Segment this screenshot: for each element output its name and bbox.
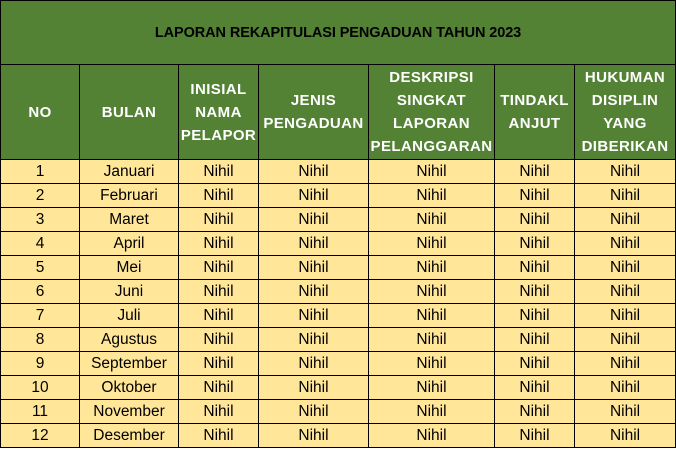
no-cell[interactable]: 2 bbox=[1, 184, 80, 208]
table-row bbox=[1, 376, 676, 400]
header-inisial-nama-pelapor[interactable] bbox=[179, 65, 259, 160]
no-cell[interactable]: 8 bbox=[1, 328, 80, 352]
title-row bbox=[1, 1, 676, 65]
hukuman-cell[interactable]: Nihil bbox=[575, 232, 676, 256]
inisial-cell[interactable]: Nihil bbox=[179, 232, 259, 256]
header-no[interactable] bbox=[1, 65, 80, 160]
jenis-cell[interactable]: Nihil bbox=[259, 376, 369, 400]
hukuman-cell[interactable]: Nihil bbox=[575, 184, 676, 208]
no-cell[interactable]: 5 bbox=[1, 256, 80, 280]
inisial-cell[interactable]: Nihil bbox=[179, 280, 259, 304]
tindaklanjut-cell[interactable]: Nihil bbox=[495, 328, 575, 352]
header-jenis-pengaduan[interactable] bbox=[259, 65, 369, 160]
inisial-cell[interactable]: Nihil bbox=[179, 184, 259, 208]
inisial-cell[interactable]: Nihil bbox=[179, 256, 259, 280]
bulan-cell[interactable]: November bbox=[80, 400, 179, 424]
deskripsi-cell[interactable]: Nihil bbox=[369, 232, 495, 256]
jenis-cell[interactable]: Nihil bbox=[259, 400, 369, 424]
deskripsi-cell[interactable]: Nihil bbox=[369, 424, 495, 448]
header-line: INISIAL bbox=[190, 80, 247, 98]
header-line: PELAPOR bbox=[180, 126, 257, 144]
hukuman-cell[interactable]: Nihil bbox=[575, 352, 676, 376]
inisial-cell[interactable]: Nihil bbox=[179, 352, 259, 376]
jenis-cell[interactable]: Nihil bbox=[259, 352, 369, 376]
no-cell[interactable]: 7 bbox=[1, 304, 80, 328]
no-cell[interactable]: 11 bbox=[1, 400, 80, 424]
table-row bbox=[1, 352, 676, 376]
inisial-cell[interactable]: Nihil bbox=[179, 376, 259, 400]
no-cell[interactable]: 4 bbox=[1, 232, 80, 256]
bulan-cell[interactable]: Juli bbox=[80, 304, 179, 328]
bulan-cell[interactable]: Februari bbox=[80, 184, 179, 208]
tindaklanjut-cell[interactable]: Nihil bbox=[495, 160, 575, 184]
no-cell[interactable]: 6 bbox=[1, 280, 80, 304]
tindaklanjut-cell[interactable]: Nihil bbox=[495, 376, 575, 400]
bulan-cell[interactable]: Oktober bbox=[80, 376, 179, 400]
bulan-cell[interactable]: April bbox=[80, 232, 179, 256]
table-row bbox=[1, 184, 676, 208]
header-line: TINDAKL bbox=[500, 92, 569, 109]
tindaklanjut-cell[interactable]: Nihil bbox=[495, 232, 575, 256]
deskripsi-cell[interactable]: Nihil bbox=[369, 328, 495, 352]
bulan-cell[interactable]: September bbox=[80, 352, 179, 376]
no-cell[interactable]: 10 bbox=[1, 376, 80, 400]
tindaklanjut-cell[interactable]: Nihil bbox=[495, 208, 575, 232]
inisial-cell[interactable]: Nihil bbox=[179, 160, 259, 184]
deskripsi-cell[interactable]: Nihil bbox=[369, 400, 495, 424]
tindaklanjut-cell[interactable]: Nihil bbox=[495, 400, 575, 424]
table-row bbox=[1, 232, 676, 256]
inisial-cell[interactable]: Nihil bbox=[179, 208, 259, 232]
table-row bbox=[1, 208, 676, 232]
deskripsi-cell[interactable]: Nihil bbox=[369, 280, 495, 304]
tindaklanjut-cell[interactable]: Nihil bbox=[495, 304, 575, 328]
jenis-cell[interactable]: Nihil bbox=[259, 184, 369, 208]
bulan-cell[interactable]: Juni bbox=[80, 280, 179, 304]
table-body bbox=[1, 160, 676, 448]
no-cell[interactable]: 3 bbox=[1, 208, 80, 232]
deskripsi-cell[interactable]: Nihil bbox=[369, 208, 495, 232]
header-line: PENGADUAN bbox=[263, 115, 364, 132]
header-line: PELANGGARAN bbox=[370, 138, 493, 155]
hukuman-cell[interactable]: Nihil bbox=[575, 256, 676, 280]
header-hukuman-disiplin-yang-diberikan[interactable] bbox=[575, 65, 676, 160]
no-cell[interactable]: 9 bbox=[1, 352, 80, 376]
table-row bbox=[1, 304, 676, 328]
header-line: NO bbox=[28, 103, 52, 121]
jenis-cell[interactable]: Nihil bbox=[259, 304, 369, 328]
tindaklanjut-cell[interactable]: Nihil bbox=[495, 256, 575, 280]
inisial-cell[interactable]: Nihil bbox=[179, 400, 259, 424]
table-row bbox=[1, 160, 676, 184]
header-row bbox=[1, 65, 676, 160]
hukuman-cell[interactable]: Nihil bbox=[575, 304, 676, 328]
tindaklanjut-cell[interactable]: Nihil bbox=[495, 352, 575, 376]
hukuman-cell[interactable]: Nihil bbox=[575, 160, 676, 184]
header-line: SINGKAT bbox=[396, 92, 467, 109]
hukuman-cell[interactable]: Nihil bbox=[575, 280, 676, 304]
hukuman-cell[interactable]: Nihil bbox=[575, 424, 676, 448]
inisial-cell[interactable]: Nihil bbox=[179, 304, 259, 328]
tindaklanjut-cell[interactable]: Nihil bbox=[495, 184, 575, 208]
inisial-cell[interactable]: Nihil bbox=[179, 328, 259, 352]
jenis-cell[interactable]: Nihil bbox=[259, 160, 369, 184]
bulan-cell[interactable]: Desember bbox=[80, 424, 179, 448]
report-title[interactable]: LAPORAN REKAPITULASI PENGADUAN TAHUN 2023 bbox=[1, 1, 676, 65]
header-line: YANG bbox=[603, 115, 647, 132]
deskripsi-cell[interactable]: Nihil bbox=[369, 184, 495, 208]
table-row bbox=[1, 256, 676, 280]
table-row bbox=[1, 400, 676, 424]
deskripsi-cell[interactable]: Nihil bbox=[369, 256, 495, 280]
hukuman-cell[interactable]: Nihil bbox=[575, 208, 676, 232]
hukuman-cell[interactable]: Nihil bbox=[575, 400, 676, 424]
jenis-cell[interactable]: Nihil bbox=[259, 424, 369, 448]
header-line: BULAN bbox=[101, 103, 157, 121]
jenis-cell[interactable]: Nihil bbox=[259, 328, 369, 352]
header-bulan[interactable] bbox=[80, 65, 179, 160]
header-line: ANJUT bbox=[508, 115, 561, 132]
deskripsi-cell[interactable]: Nihil bbox=[369, 352, 495, 376]
header-line: NAMA bbox=[195, 103, 242, 121]
bulan-cell[interactable]: Mei bbox=[80, 256, 179, 280]
no-cell[interactable]: 1 bbox=[1, 160, 80, 184]
jenis-cell[interactable]: Nihil bbox=[259, 280, 369, 304]
bulan-cell[interactable]: Januari bbox=[80, 160, 179, 184]
header-line: DESKRIPSI bbox=[389, 69, 474, 86]
no-cell[interactable]: 12 bbox=[1, 424, 80, 448]
header-deskripsi-singkat-laporan-pelanggaran[interactable] bbox=[369, 65, 495, 160]
inisial-cell[interactable]: Nihil bbox=[179, 424, 259, 448]
header-line: JENIS bbox=[290, 92, 337, 109]
tindaklanjut-cell[interactable]: Nihil bbox=[495, 424, 575, 448]
table-row bbox=[1, 280, 676, 304]
deskripsi-cell[interactable]: Nihil bbox=[369, 376, 495, 400]
bulan-cell[interactable]: Maret bbox=[80, 208, 179, 232]
bulan-cell[interactable]: Agustus bbox=[80, 328, 179, 352]
header-tindaklanjut[interactable] bbox=[495, 65, 575, 160]
jenis-cell[interactable]: Nihil bbox=[259, 208, 369, 232]
table-row bbox=[1, 328, 676, 352]
header-line: HUKUMAN bbox=[584, 69, 666, 86]
deskripsi-cell[interactable]: Nihil bbox=[369, 160, 495, 184]
jenis-cell[interactable]: Nihil bbox=[259, 232, 369, 256]
jenis-cell[interactable]: Nihil bbox=[259, 256, 369, 280]
header-line: DIBERIKAN bbox=[581, 138, 669, 155]
table-row bbox=[1, 424, 676, 448]
hukuman-cell[interactable]: Nihil bbox=[575, 328, 676, 352]
deskripsi-cell[interactable]: Nihil bbox=[369, 304, 495, 328]
tindaklanjut-cell[interactable]: Nihil bbox=[495, 280, 575, 304]
header-line: DISIPLIN bbox=[591, 92, 659, 109]
hukuman-cell[interactable]: Nihil bbox=[575, 376, 676, 400]
header-line: LAPORAN bbox=[393, 115, 470, 132]
